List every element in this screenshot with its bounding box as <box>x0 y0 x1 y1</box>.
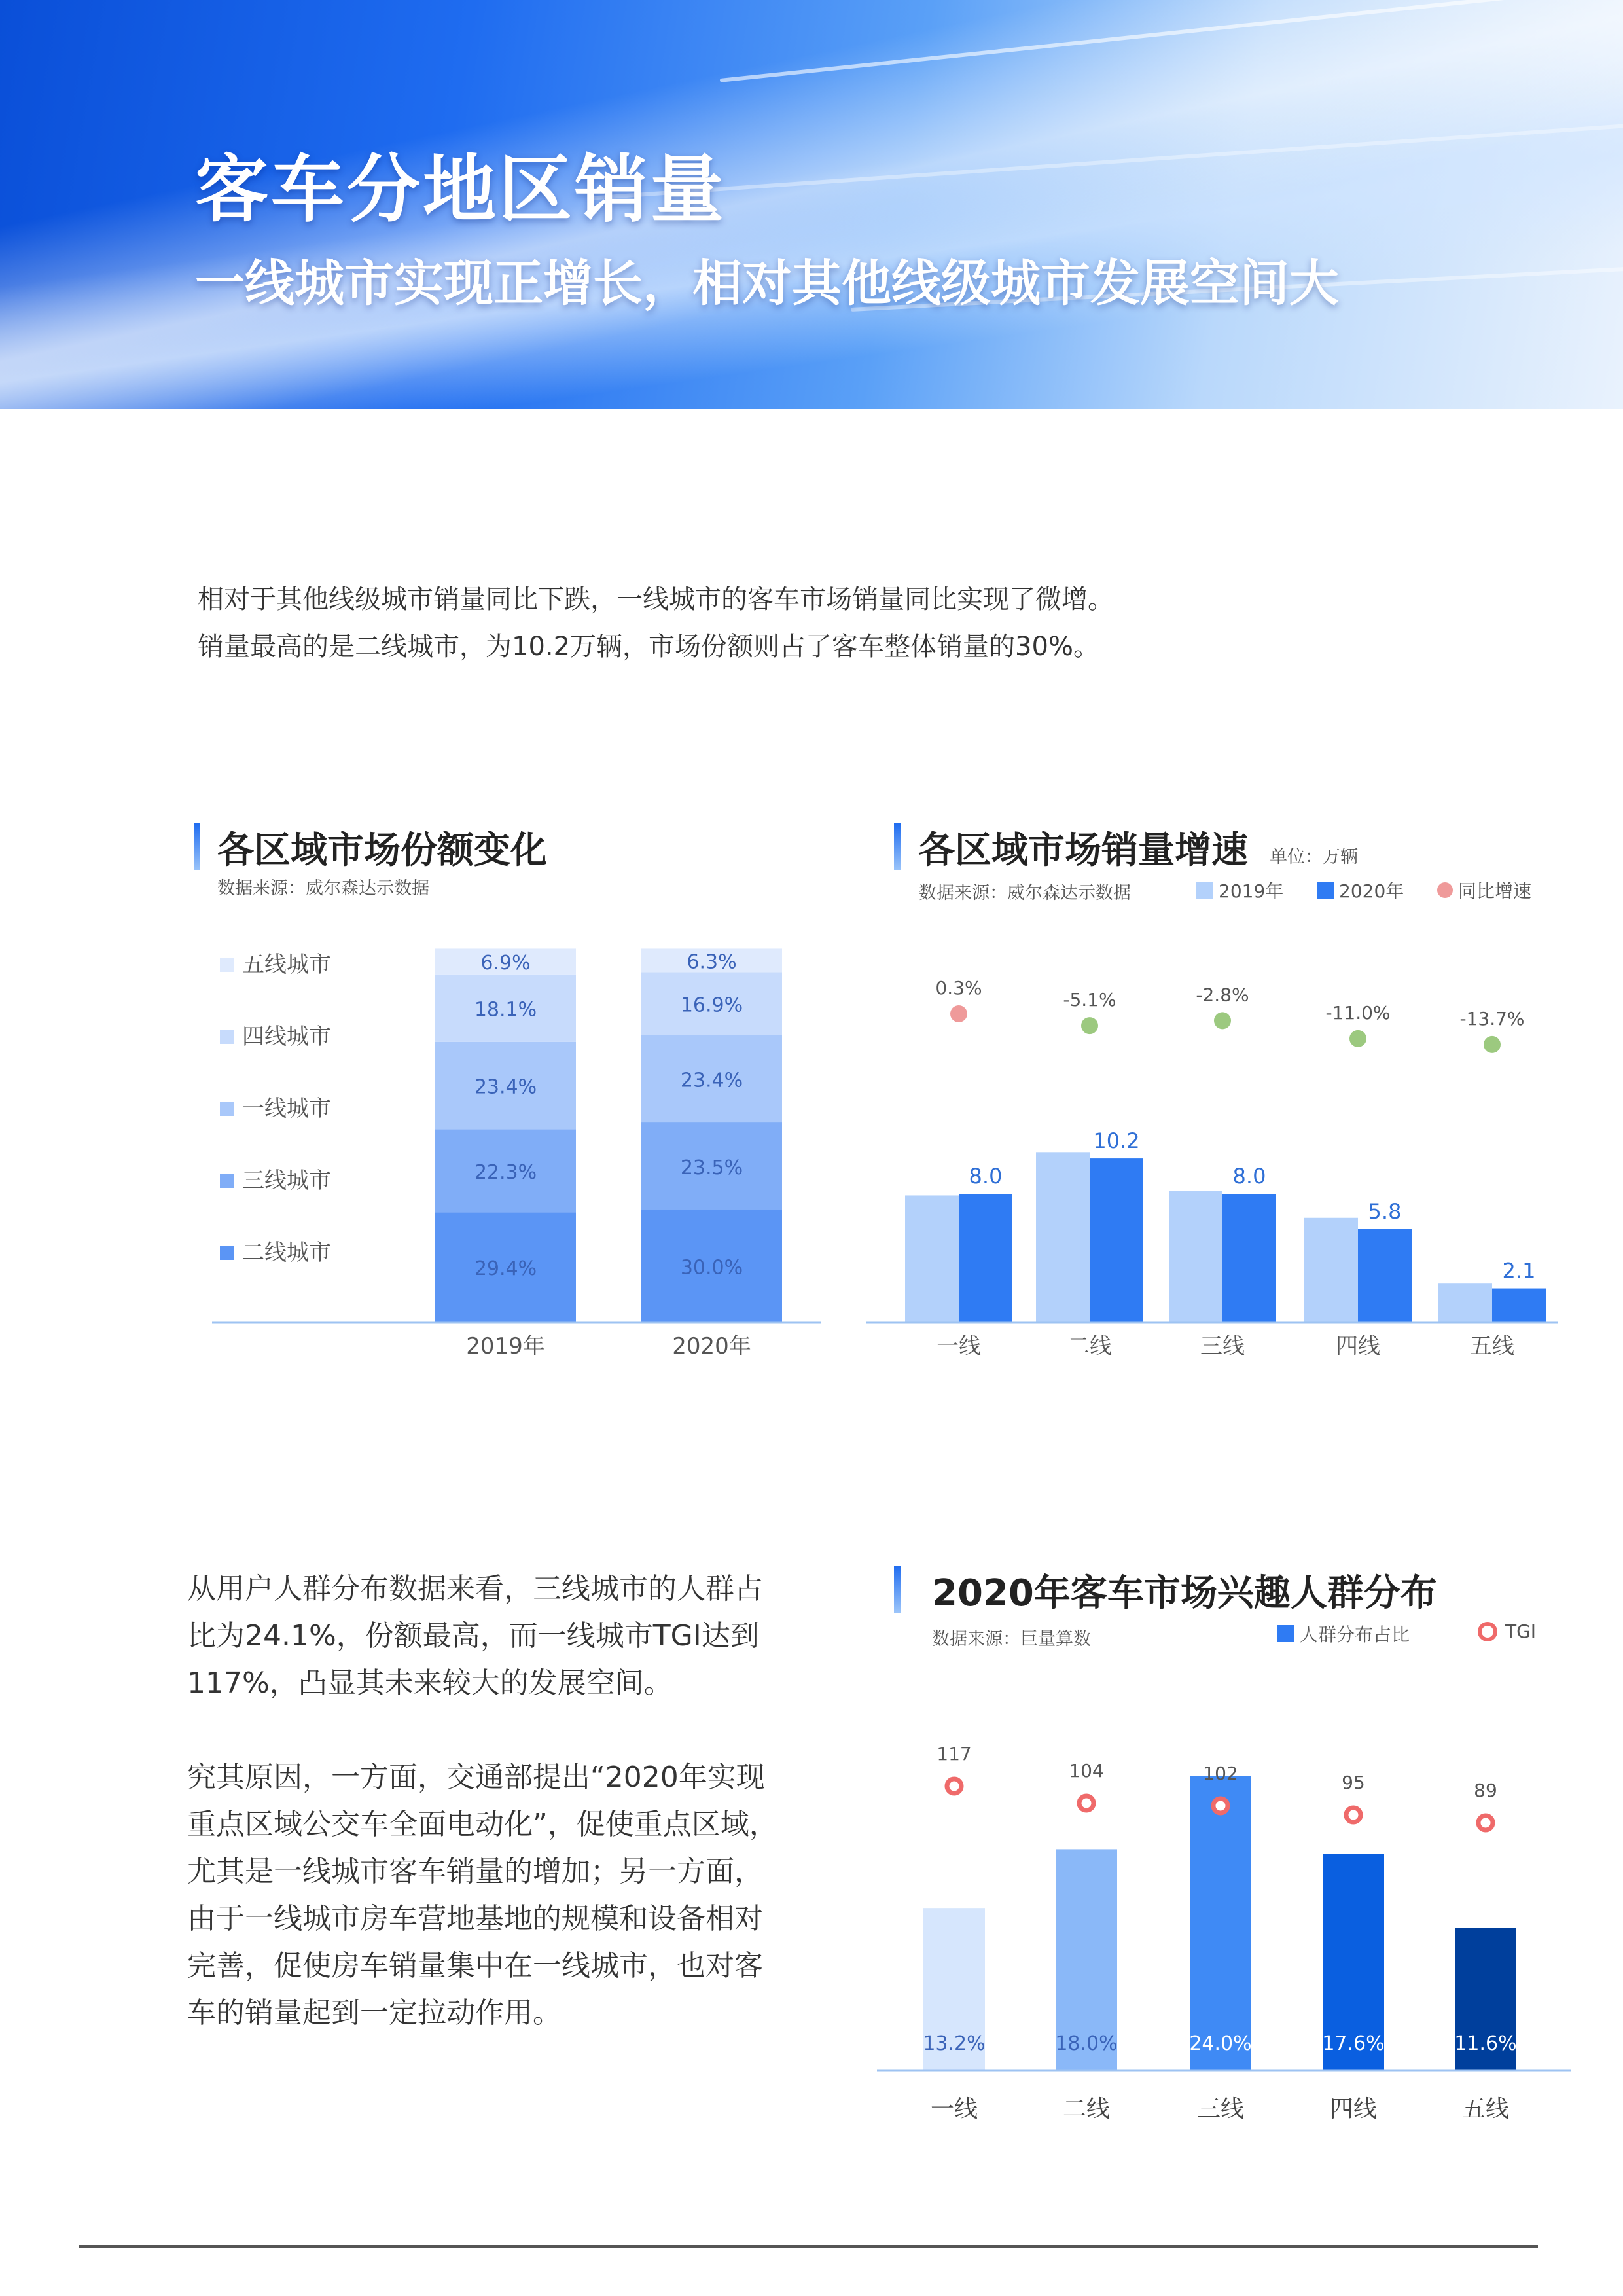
x-tick-label: 四线 <box>1336 1333 1380 1359</box>
audience-bar-chart <box>864 1689 1584 2160</box>
header-banner <box>0 0 1623 409</box>
x-tick-label: 四线 <box>1329 2096 1378 2123</box>
segment-label: 6.3% <box>687 950 737 974</box>
yoy-dot <box>1081 1017 1098 1034</box>
bar-2019 <box>1304 1218 1358 1322</box>
yoy-dot <box>1214 1012 1231 1029</box>
legend-label: 五线城市 <box>242 952 331 978</box>
yoy-label: -11.0% <box>1325 1001 1391 1024</box>
section-source-growth: 数据来源：威尔森达示数据 <box>919 883 1131 903</box>
analysis-paragraph-2 <box>187 1754 829 2037</box>
bar-2020 <box>1358 1229 1412 1322</box>
legend-label: 二线城市 <box>242 1240 331 1266</box>
section-accent-bar <box>894 1566 901 1613</box>
bar-2020 <box>1090 1158 1143 1322</box>
legend-yoy <box>1437 877 1531 903</box>
bar-2020 <box>959 1194 1012 1322</box>
bar-2020-label: 2.1 <box>1502 1258 1536 1283</box>
x-tick-label: 五线 <box>1470 1333 1514 1359</box>
analysis-line: 比为24.1%，份额最高，而一线城市TGI达到 <box>187 1619 759 1653</box>
yoy-label: -13.7% <box>1459 1007 1525 1030</box>
share-label: 17.6% <box>1322 2032 1385 2055</box>
legend-swatch <box>220 1174 234 1188</box>
bar-2020-label: 8.0 <box>969 1164 1003 1189</box>
tgi-label: 89 <box>1474 1780 1497 1801</box>
segment-label: 18.1% <box>474 998 537 1022</box>
x-tick-label: 三线 <box>1196 2096 1245 2123</box>
legend-swatch-share <box>1277 1625 1294 1642</box>
tgi-marker <box>1213 1799 1228 1813</box>
tgi-marker <box>1079 1796 1094 1810</box>
legend-tgi <box>1478 1621 1536 1642</box>
legend-ring-tgi <box>1478 1622 1497 1641</box>
share-label: 13.2% <box>923 2032 986 2055</box>
legend-label-share: 人群分布占比 <box>1300 1624 1410 1645</box>
legend-label-yoy: 同比增速 <box>1458 880 1532 902</box>
analysis-line: 重点区域公交车全面电动化”，促使重点区域， <box>187 1808 778 1841</box>
section-source-audience: 数据来源：巨量算数 <box>932 1629 1091 1649</box>
bar-2020 <box>1222 1194 1276 1322</box>
legend-swatch-2020 <box>1317 882 1334 899</box>
analysis-line: 尤其是一线城市客车销量的增加；另一方面， <box>187 1855 763 1888</box>
legend-swatch-2019 <box>1196 882 1213 899</box>
segment-label: 29.4% <box>474 1257 537 1281</box>
x-tick-label: 一线 <box>930 2096 978 2123</box>
section-title-share: 各区域市场份额变化 <box>217 829 547 872</box>
yoy-dot <box>950 1005 967 1022</box>
page-subtitle: 一线城市实现正增长，相对其他线级城市发展空间大 <box>195 254 1339 312</box>
x-tick-label: 一线 <box>936 1333 981 1359</box>
bar-2019 <box>1169 1191 1222 1322</box>
legend-2020 <box>1317 877 1404 903</box>
banner-light-streak <box>589 123 1623 200</box>
tgi-label: 102 <box>1203 1763 1238 1784</box>
legend-2019 <box>1196 877 1283 903</box>
x-tick-label: 二线 <box>1062 2096 1111 2123</box>
segment-label: 6.9% <box>480 952 531 975</box>
legend-label: 四线城市 <box>242 1024 331 1050</box>
bar-2019 <box>905 1195 959 1322</box>
bar-2020 <box>1492 1289 1546 1322</box>
analysis-line: 完善，促使房车销量集中在一线城市，也对客 <box>187 1949 763 1982</box>
x-tick-label: 三线 <box>1200 1333 1245 1359</box>
analysis-line: 车的销量起到一定拉动作用。 <box>187 1996 562 2030</box>
legend-label: 一线城市 <box>242 1096 331 1122</box>
tgi-marker <box>1346 1808 1361 1822</box>
legend-label-tgi: TGI <box>1505 1621 1537 1642</box>
segment-label: 23.4% <box>474 1075 537 1099</box>
bar-2020-label: 10.2 <box>1093 1128 1140 1154</box>
x-tick-label: 2019年 <box>466 1333 545 1359</box>
section-title-audience: 2020年客车市场兴趣人群分布 <box>932 1572 1437 1615</box>
legend-label: 三线城市 <box>242 1168 331 1194</box>
analysis-line: 117%，凸显其未来较大的发展空间。 <box>187 1666 673 1700</box>
yoy-dot <box>1484 1036 1501 1053</box>
tgi-marker <box>1478 1816 1493 1830</box>
tgi-label: 95 <box>1342 1772 1365 1793</box>
share-bar <box>1190 1776 1251 2070</box>
intro-line: 销量最高的是二线城市，为10.2万辆，市场份额则占了客车整体销量的30%。 <box>198 632 1099 662</box>
yoy-label: -2.8% <box>1196 984 1249 1006</box>
segment-label: 23.4% <box>680 1069 743 1092</box>
x-tick-label: 二线 <box>1067 1333 1112 1359</box>
growth-bar-chart <box>857 929 1577 1374</box>
footer-divider <box>79 2245 1538 2248</box>
section-accent-bar <box>894 823 901 870</box>
share-label: 24.0% <box>1189 2032 1252 2055</box>
analysis-paragraph-1 <box>187 1566 829 1707</box>
segment-label: 23.5% <box>680 1157 743 1180</box>
legend-dot-yoy <box>1437 882 1453 898</box>
legend-label-2020: 2020年 <box>1339 880 1404 902</box>
section-accent-bar <box>194 823 200 870</box>
analysis-line: 究其原因，一方面，交通部提出“2020年实现 <box>187 1761 765 1794</box>
legend-swatch <box>220 1030 234 1044</box>
bar-2020-label: 5.8 <box>1368 1198 1402 1224</box>
intro-paragraph <box>198 576 1507 670</box>
tgi-label: 117 <box>936 1743 972 1765</box>
x-tick-label: 五线 <box>1461 2096 1510 2123</box>
bar-2019 <box>1036 1152 1090 1322</box>
legend-swatch <box>220 958 234 972</box>
page-title: 客车分地区销量 <box>195 147 726 232</box>
legend-swatch <box>220 1102 234 1116</box>
segment-label: 22.3% <box>474 1160 537 1184</box>
yoy-label: 0.3% <box>935 977 982 999</box>
share-label: 11.6% <box>1454 2032 1517 2055</box>
tgi-marker <box>947 1779 961 1793</box>
bar-2020-label: 8.0 <box>1232 1164 1266 1189</box>
legend-share <box>1277 1621 1410 1647</box>
intro-line: 相对于其他线级城市销量同比下跌，一线城市的客车市场销量同比实现了微增。 <box>198 584 1114 615</box>
analysis-line: 从用户人群分布数据来看，三线城市的人群占 <box>187 1572 763 1605</box>
legend-label-2019: 2019年 <box>1219 880 1284 902</box>
banner-light-streak <box>720 0 1567 82</box>
bar-2019 <box>1438 1283 1492 1322</box>
segment-label: 30.0% <box>680 1256 743 1280</box>
yoy-label: -5.1% <box>1063 989 1116 1011</box>
legend-swatch <box>220 1246 234 1260</box>
segment-label: 16.9% <box>680 994 743 1017</box>
tgi-label: 104 <box>1069 1760 1104 1782</box>
yoy-dot <box>1349 1030 1366 1047</box>
share-stacked-chart <box>196 929 838 1374</box>
section-source-share: 数据来源：威尔森达示数据 <box>217 878 429 899</box>
share-label: 18.0% <box>1055 2032 1118 2055</box>
x-tick-label: 2020年 <box>672 1333 751 1359</box>
section-unit-growth: 单位：万辆 <box>1270 847 1358 867</box>
section-title-growth: 各区域市场销量增速 <box>918 829 1248 872</box>
analysis-line: 由于一线城市房车营地基地的规模和设备相对 <box>187 1902 763 1935</box>
